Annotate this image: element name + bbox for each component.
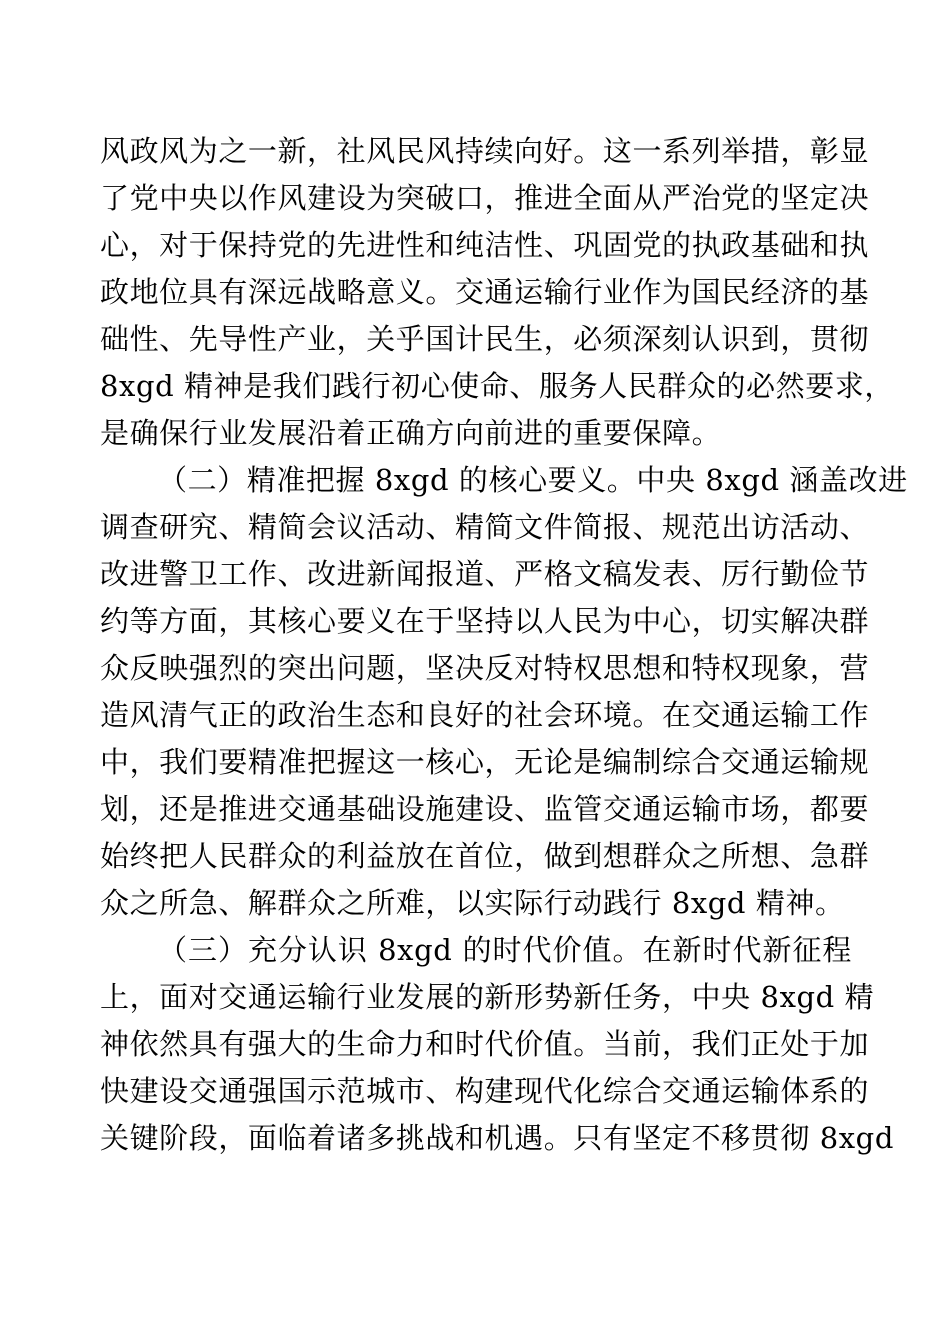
text-line: 心，对于保持党的先进性和纯洁性、巩固党的执政基础和执	[100, 228, 870, 262]
paragraph-2	[100, 457, 908, 927]
text-line: 风政风为之一新，社风民风持续向好。这一系列举措，彰显	[100, 134, 870, 168]
text-line: 础性、先导性产业，关乎国计民生，必须深刻认识到，贯彻	[100, 322, 870, 356]
text-line: 众反映强烈的突出问题，坚决反对特权思想和特权现象，营	[100, 651, 870, 685]
text-line: （二）精准把握 8xgd 的核心要义。中央 8xgd 涵盖改进	[158, 463, 908, 497]
text-line: 约等方面，其核心要义在于坚持以人民为中心，切实解决群	[100, 604, 870, 638]
text-line: 上，面对交通运输行业发展的新形势新任务，中央 8xgd 精	[100, 980, 875, 1014]
text-line: 关键阶段，面临着诸多挑战和机遇。只有坚定不移贯彻 8xgd	[100, 1121, 894, 1155]
text-line: 中，我们要精准把握这一核心，无论是编制综合交通运输规	[100, 745, 870, 779]
text-line: 改进警卫工作、改进新闻报道、严格文稿发表、厉行勤俭节	[100, 557, 870, 591]
text-line: 快建设交通强国示范城市、构建现代化综合交通运输体系的	[100, 1074, 870, 1108]
text-line: 造风清气正的政治生态和良好的社会环境。在交通运输工作	[100, 698, 870, 732]
text-line: 众之所急、解群众之所难，以实际行动践行 8xgd 精神。	[100, 886, 845, 920]
document-body	[100, 128, 908, 1162]
text-line: 是确保行业发展沿着正确方向前进的重要保障。	[100, 416, 722, 450]
paragraph-1	[100, 128, 894, 457]
text-line: （三）充分认识 8xgd 的时代价值。在新时代新征程	[158, 933, 852, 967]
text-line: 政地位具有深远战略意义。交通运输行业作为国民经济的基	[100, 275, 870, 309]
text-line: 调查研究、精简会议活动、精简文件简报、规范出访活动、	[100, 510, 870, 544]
text-line: 神依然具有强大的生命力和时代价值。当前，我们正处于加	[100, 1027, 870, 1061]
paragraph-3	[100, 927, 894, 1162]
text-line: 8xgd 精神是我们践行初心使命、服务人民群众的必然要求，	[100, 369, 894, 403]
text-line: 了党中央以作风建设为突破口，推进全面从严治党的坚定决	[100, 181, 870, 215]
text-line: 始终把人民群众的利益放在首位，做到想群众之所想、急群	[100, 839, 870, 873]
text-line: 划，还是推进交通基础设施建设、监管交通运输市场，都要	[100, 792, 870, 826]
